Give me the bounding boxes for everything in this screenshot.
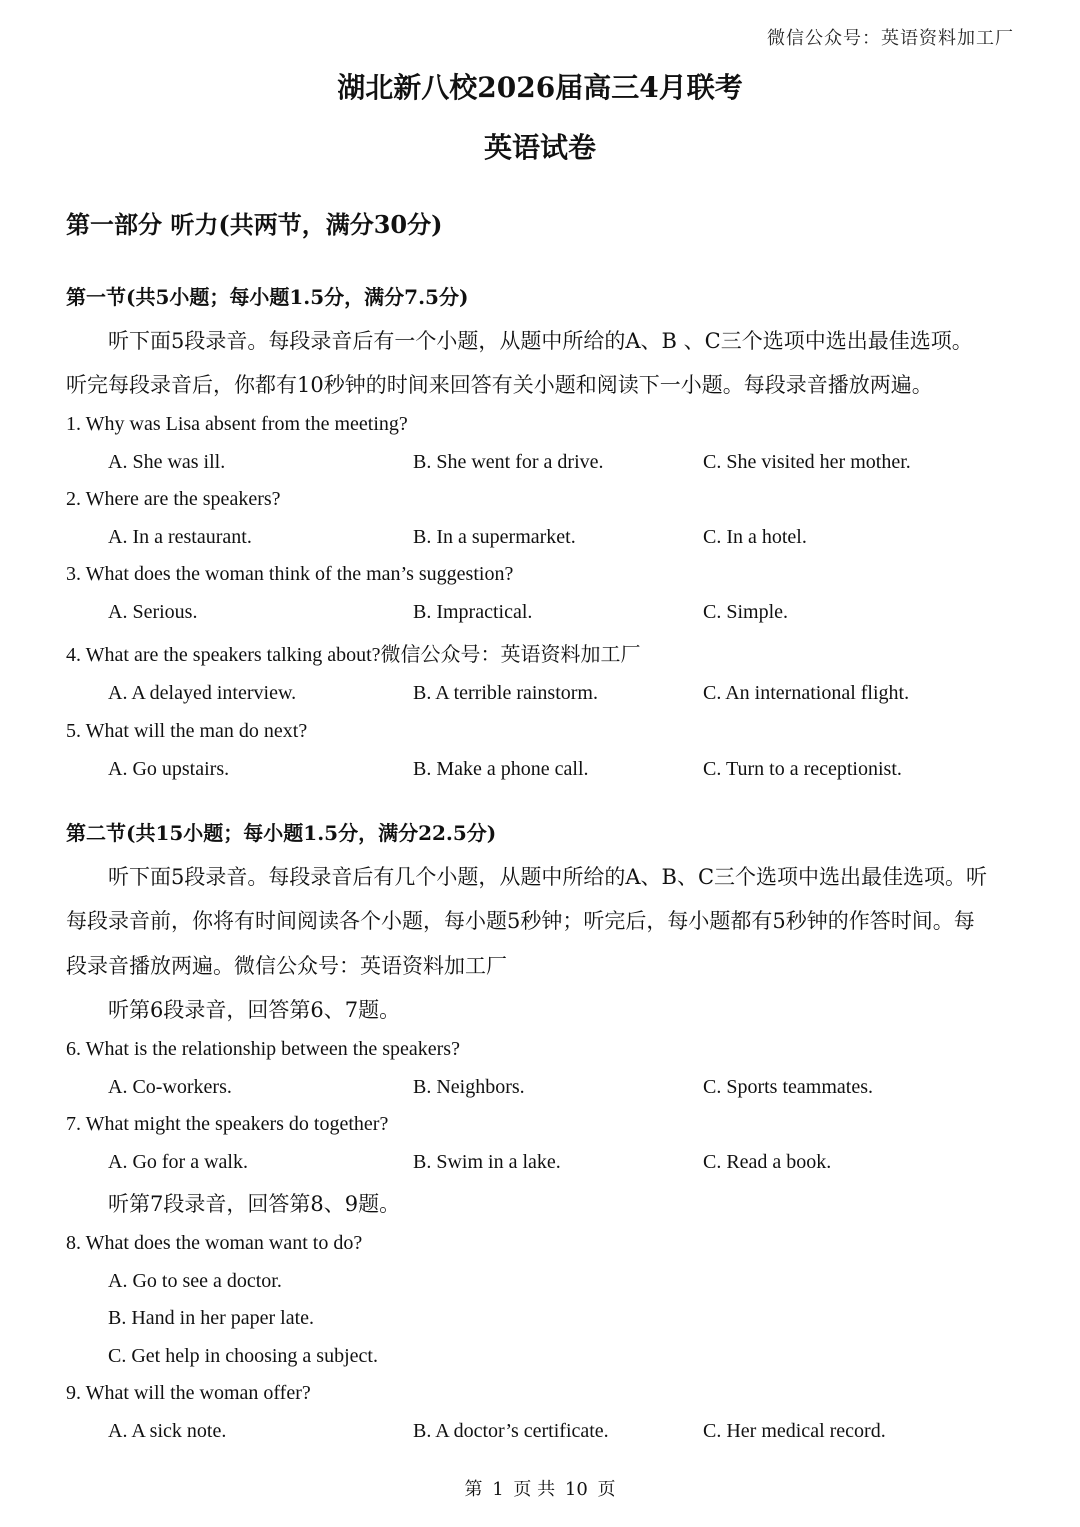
option-c: C. In a hotel. (703, 526, 807, 548)
question-stem: 1. Why was Lisa absent from the meeting? (66, 413, 408, 435)
option-b: B. A doctor’s certificate. (413, 1420, 609, 1442)
option-c: C. She visited her mother. (703, 451, 911, 473)
option-a: A. Go to see a doctor. (108, 1270, 282, 1292)
option-b: B. She went for a drive. (413, 451, 604, 473)
option-b: B. Hand in her paper late. (108, 1307, 315, 1329)
page-number: 1 (492, 1479, 504, 1500)
option-b: B. Impractical. (413, 601, 533, 623)
section2-instruction-line3: 段录音播放两遍。微信公众号：英语资料加工厂 (66, 954, 507, 978)
option-a: A. A sick note. (108, 1420, 227, 1442)
option-a: A. Serious. (108, 601, 198, 623)
audio-7-instruction: 听第7段录音，回答第8、9题。 (108, 1192, 401, 1216)
section1-instruction-line1: 听下面5段录音。每段录音后有一个小题，从题中所给的A、B 、C三个选项中选出最佳选项。 (108, 329, 973, 353)
exam-subtitle: 英语试卷 (483, 131, 596, 164)
option-b: B. Swim in a lake. (413, 1151, 561, 1173)
section2-instruction-line2: 每段录音前，你将有时间阅读各个小题，每小题5秒钟；听完后，每小题都有5秒钟的作答时间。每 (66, 909, 975, 933)
option-a: A. Co-workers. (108, 1076, 232, 1098)
section2-heading: 第二节(共15小题；每小题1.5分，满分22.5分) (66, 821, 497, 845)
question-stem: 4. What are the speakers talking about?微信公众号：英语资料加工厂 (66, 644, 641, 666)
question-stem: 7. What might the speakers do together? (66, 1113, 389, 1135)
option-b: B. A terrible rainstorm. (413, 682, 598, 704)
section1-heading: 第一节(共5小题；每小题1.5分，满分7.5分) (66, 285, 469, 309)
question-stem: 8. What does the woman want to do? (66, 1232, 363, 1254)
question-stem: 9. What will the woman offer? (66, 1382, 311, 1404)
section2-instruction-line1: 听下面5段录音。每段录音后有几个小题，从题中所给的A、B、C三个选项中选出最佳选项。听 (108, 865, 988, 889)
part1-heading: 第一部分 听力(共两节，满分30分) (66, 210, 443, 239)
question-stem: 3. What does the woman think of the man’s suggestion? (66, 563, 514, 585)
option-c: C. An international flight. (703, 682, 910, 704)
option-c: C. Sports teammates. (703, 1076, 873, 1098)
footer-mid: 页 共 (513, 1479, 556, 1500)
option-c: C. Read a book. (703, 1151, 832, 1173)
option-b: B. Make a phone call. (413, 758, 589, 780)
page-total: 10 (564, 1479, 588, 1500)
option-c: C. Get help in choosing a subject. (108, 1345, 378, 1367)
footer-suffix: 页 (597, 1479, 616, 1500)
audio-6-instruction: 听第6段录音，回答第6、7题。 (108, 998, 401, 1022)
option-c: C. Simple. (703, 601, 789, 623)
option-c: C. Turn to a receptionist. (703, 758, 902, 780)
option-a: A. Go upstairs. (108, 758, 230, 780)
question-stem: 6. What is the relationship between the speakers? (66, 1038, 460, 1060)
option-a: A. Go for a walk. (108, 1151, 248, 1173)
exam-title: 湖北新八校2026届高三4月联考 (337, 71, 743, 104)
option-a: A. In a restaurant. (108, 526, 252, 548)
question-stem: 5. What will the man do next? (66, 720, 308, 742)
option-b: B. Neighbors. (413, 1076, 525, 1098)
watermark-header: 微信公众号：英语资料加工厂 (767, 28, 1014, 49)
page-footer (0, 1475, 1080, 1501)
section1-instruction-line2: 听完每段录音后，你都有10秒钟的时间来回答有关小题和阅读下一小题。每段录音播放两遍。 (66, 373, 933, 397)
option-c: C. Her medical record. (703, 1420, 886, 1442)
option-a: A. A delayed interview. (108, 682, 297, 704)
footer-prefix: 第 (464, 1479, 483, 1500)
question-stem: 2. Where are the speakers? (66, 488, 281, 510)
option-a: A. She was ill. (108, 451, 226, 473)
option-b: B. In a supermarket. (413, 526, 576, 548)
